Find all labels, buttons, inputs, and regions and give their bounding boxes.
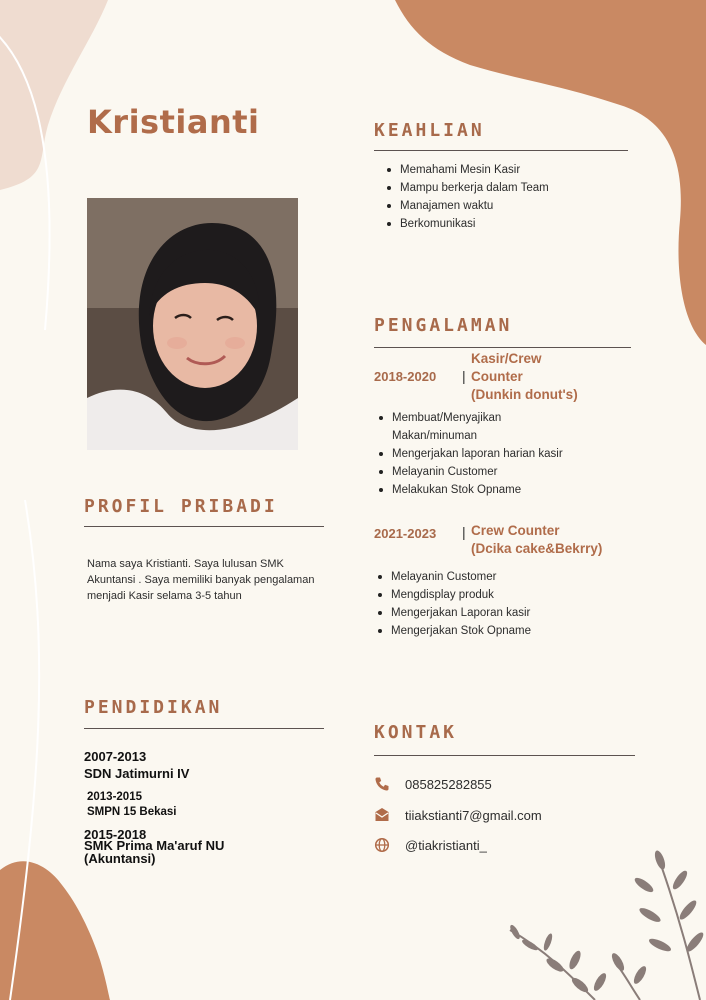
person-name: Kristianti (87, 103, 260, 141)
education-divider (84, 728, 324, 729)
education-3-school (84, 839, 224, 865)
duty-item (376, 409, 563, 445)
duty-item: Mengerjakan laporan harian kasir (376, 445, 563, 463)
contact-phone[interactable] (374, 774, 492, 794)
experience-1-separator: | (462, 368, 466, 384)
experience-heading: PENGALAMAN (374, 315, 513, 336)
duty-item: Mengerjakan Laporan kasir (375, 604, 531, 622)
contact-social[interactable] (374, 835, 487, 855)
experience-2-title-line: Crew Counter (471, 523, 560, 538)
envelope-icon (374, 807, 390, 823)
duty-item: Melayanin Customer (376, 463, 563, 481)
skills-divider (374, 150, 628, 151)
leaf-decoration (508, 849, 705, 1000)
skill-item: Memahami Mesin Kasir (384, 161, 549, 179)
contact-email[interactable] (374, 805, 542, 825)
email-address: tiiakstianti7@gmail.com (405, 807, 542, 823)
experience-1-title-line: (Dunkin donut's) (471, 387, 578, 402)
contact-heading: KONTAK (374, 722, 458, 743)
phone-number: 085825282855 (405, 776, 492, 792)
education-heading: PENDIDIKAN (84, 697, 223, 718)
education-3-years: 2015-2018 (84, 827, 147, 842)
profile-photo (87, 198, 298, 450)
education-3-school-line: (Akuntansi) (84, 851, 156, 866)
duty-item: Melayanin Customer (375, 568, 531, 586)
experience-2-years: 2021-2023 (374, 526, 437, 541)
experience-1-years: 2018-2020 (374, 369, 437, 384)
person-portrait (87, 198, 298, 450)
globe-icon (374, 837, 390, 853)
education-2-school: SMPN 15 Bekasi (87, 806, 177, 818)
skills-heading: KEAHLIAN (374, 120, 485, 141)
duty-item: Melakukan Stok Opname (376, 481, 563, 499)
education-1-school: SDN Jatimurni IV (84, 766, 190, 781)
skill-item: Berkomunikasi (384, 215, 549, 233)
experience-2-title-line: (Dcika cake&Bekrry) (471, 541, 603, 556)
experience-1-duties (376, 409, 563, 499)
skills-list (384, 161, 549, 233)
experience-2-title (471, 522, 602, 558)
duty-item: Mengdisplay produk (375, 586, 531, 604)
experience-1-title-line: Kasir/Crew (471, 351, 542, 366)
education-1-years: 2007-2013 (84, 749, 147, 764)
social-handle: @tiakristianti_ (405, 837, 487, 853)
profile-heading: PROFIL PRIBADI (84, 496, 278, 517)
experience-1-title (471, 350, 578, 404)
skill-item: Manajamen waktu (384, 197, 549, 215)
experience-1-title-line: Counter (471, 369, 523, 384)
duty-item: Mengerjakan Stok Opname (375, 622, 531, 640)
profile-divider (84, 526, 324, 527)
experience-divider (374, 347, 631, 348)
bottom-left-blob (0, 861, 110, 1000)
skill-item: Mampu berkerja dalam Team (384, 179, 549, 197)
duty-text: Makan/minuman (392, 430, 478, 442)
contact-divider (374, 755, 635, 756)
phone-icon (374, 776, 390, 792)
profile-text: Nama saya Kristianti. Saya lulusan SMK Akuntansi . Saya memiliki banyak pengalaman menjadi Kasir selama 3-5 tahun (87, 558, 315, 602)
top-left-blob (0, 0, 108, 190)
education-3-school-line: SMK Prima Ma'aruf NU (84, 838, 225, 853)
experience-2-duties (375, 568, 531, 640)
education-2-years: 2013-2015 (87, 791, 142, 803)
experience-2-separator: | (462, 524, 466, 540)
duty-text: Membuat/Menyajikan (392, 412, 502, 424)
